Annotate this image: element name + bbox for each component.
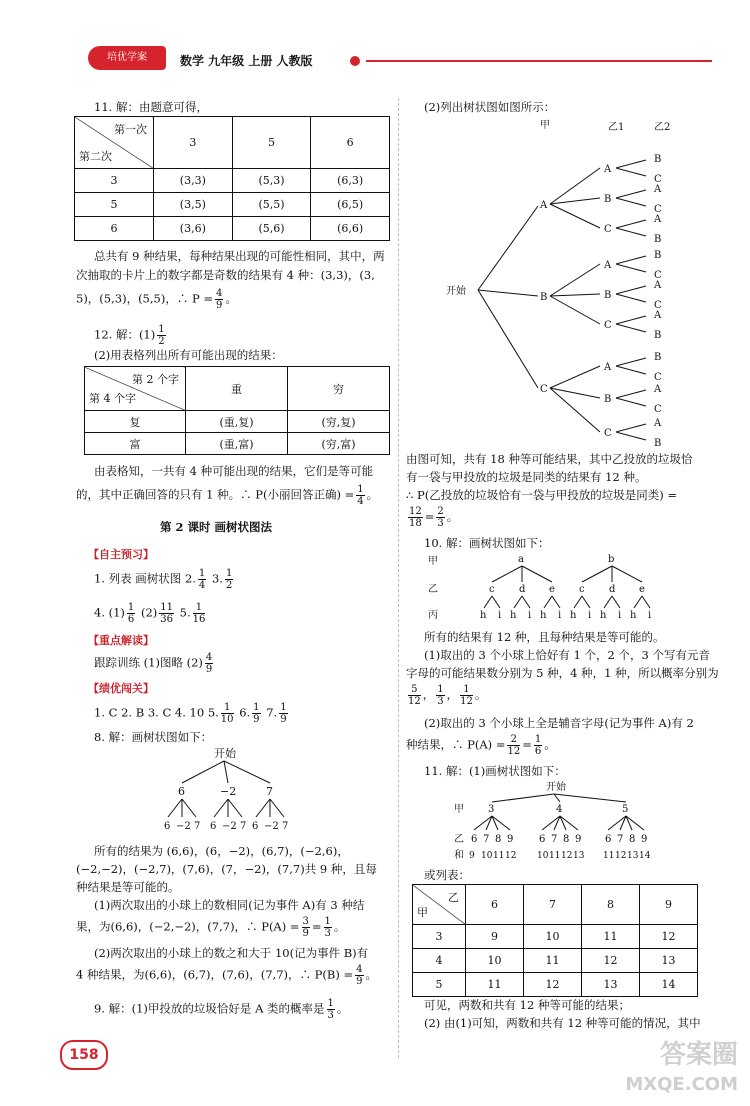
result-table-2: [84, 366, 390, 455]
q8-text: 4 种结果，为(6,6)，(6,7)，(7,6)，(7,7)，∴ P(B) = $\frac{4}{9}$ 。: [76, 964, 378, 987]
tree-node: B: [540, 292, 548, 303]
tree-node: 7: [194, 821, 201, 832]
tree-node: e: [639, 584, 645, 595]
r-text: 种结果，∴ P(A) = $\frac{2}{12}$ = $\frac{1}{6}$ 。: [406, 734, 556, 757]
tree-node: 开始: [446, 286, 466, 297]
tree-node: i: [498, 610, 502, 621]
tree-node: A: [654, 384, 662, 395]
column-divider: [398, 98, 399, 1058]
tree-node: b: [608, 554, 615, 565]
tree-node: 7: [551, 834, 558, 845]
tree-label: 甲: [454, 804, 464, 815]
tree-label: 乙: [454, 834, 464, 845]
r-text: (2) 由(1)可知，两数和共有 12 种等可能的情况，其中: [424, 1016, 701, 1030]
table3-col: 9: [640, 885, 698, 925]
preview-answers: 4. (1) $\frac{1}{6}$ (2) $\frac{11}{36}$ 5. $\frac{1}{16}$: [94, 602, 206, 625]
q8-text: (1)两次取出的小球上的数相同(记为事件 A)有 3 种结: [94, 898, 365, 912]
tree-node: B: [654, 438, 662, 446]
tree-level-2: [603, 160, 646, 440]
tree-node: C: [654, 372, 662, 383]
tree-branches: [478, 168, 600, 432]
header-dot: [350, 56, 360, 66]
table-row: 富 (重,富) (穷,富): [85, 433, 390, 455]
tree-node: A: [604, 164, 612, 175]
lesson-title: 第 2 课时 画树状图法: [160, 520, 273, 534]
tree-node: 9: [641, 834, 648, 845]
q8-text: 果，为(6,6)，(−2,−2)，(7,7)，∴ P(A) = $\frac{3}{9}$ = $\frac{1}{3}$ 。: [76, 916, 346, 939]
q11-title: 11. 解：由题意可得，: [94, 100, 208, 114]
tree-node: −2: [264, 821, 279, 832]
table1-col: 3: [154, 117, 233, 169]
tree-node: C: [654, 204, 662, 215]
r-text: 所有的结果有 12 种，且每种结果是等可能的。: [424, 630, 665, 644]
table3-col: 8: [582, 885, 640, 925]
tree-node: 6: [605, 834, 612, 845]
tree-diagram-q11: [446, 778, 666, 864]
tree-node: 7: [282, 821, 289, 832]
r-text: $\frac{12}{18}$ = $\frac{2}{3}$ 。: [409, 506, 459, 529]
r-text: (2)列出树状图如图所示：: [424, 100, 556, 114]
table2-corner: 第 2 个字 第 4 个字: [85, 367, 186, 411]
tree-node: 7: [617, 834, 624, 845]
tree-node: −2: [220, 785, 237, 798]
tree-header: 乙2: [654, 122, 671, 133]
tree-node: 9: [507, 834, 514, 845]
tree-node: B: [654, 330, 662, 341]
table3-corner: 乙 甲: [413, 885, 466, 925]
header-title: 数学 九年级 上册 人教版: [180, 54, 313, 68]
q10-title: 10. 解：画树状图如下：: [424, 536, 550, 550]
r-text: 可见，两数和共有 12 种等可能的结果；: [424, 998, 630, 1012]
tree-node: 8: [563, 834, 570, 845]
tree-node: 12: [505, 851, 517, 861]
tree-node: C: [654, 174, 662, 185]
tree-node: −2: [176, 821, 191, 832]
tree-node: C: [654, 300, 662, 311]
tree-node: A: [654, 310, 662, 321]
q12-text: 的，其中正确回答的只有 1 种。∴ P(小丽回答正确) = $\frac{1}{4}$ 。: [76, 484, 379, 507]
r-text: 由图可知，共有 18 种等可能结果，其中乙投放的垃圾恰: [406, 452, 693, 466]
tree-node: 14: [639, 851, 651, 861]
tree-node: 6: [539, 834, 546, 845]
r-text: 有一袋与甲投放的垃圾是同类的结果有 12 种。: [406, 470, 647, 484]
tree-node: e: [549, 584, 555, 595]
tree-node: 12: [615, 851, 627, 861]
tree-node: h: [630, 610, 637, 621]
tree-node: 11: [603, 851, 615, 861]
tree-node: C: [604, 320, 612, 331]
table-row: 5 11 12 13 14: [413, 973, 698, 997]
tree-label: 和: [454, 850, 464, 861]
table1-col: 5: [232, 117, 311, 169]
table2-col: 重: [186, 367, 288, 411]
q11-text: 5)，(5,3)，(5,5)，∴ P = $\frac{4}{9}$ 。: [76, 288, 237, 311]
tree-node: i: [558, 610, 562, 621]
tree-diagram-q10: [424, 550, 664, 624]
tree-node: 开始: [214, 747, 236, 760]
tree-label: 甲: [428, 556, 438, 567]
tree-node: B: [654, 250, 662, 261]
tree-node: d: [609, 584, 616, 595]
tree-node: i: [648, 610, 652, 621]
tree-node: B: [604, 194, 612, 205]
table1-corner: 第一次 第二次: [75, 117, 154, 169]
tree-node: A: [604, 260, 612, 271]
tree-node: 6: [164, 821, 171, 832]
section-heading: 【绩优闯关】: [88, 682, 154, 695]
tree-levels: [480, 566, 651, 621]
tree-header: 甲: [540, 120, 550, 131]
r-text: (2)取出的 3 个小球上全是辅音字母(记为事件 A)有 2: [424, 716, 694, 730]
table-row: 3 (3,3) (5,3) (6,3): [75, 169, 390, 193]
section-heading: 【自主预习】: [88, 548, 154, 561]
q8-text: (−2,−2)，(−2,7)，(7,6)，(7，−2)，(7,7)共 9 种，且每: [76, 862, 377, 876]
r-text: 字母的可能结果数分别为 5 种，4 种，1 种，所以概率分别为: [406, 666, 719, 680]
tree-node: 7: [266, 785, 273, 798]
tree-node: a: [518, 554, 524, 565]
tree-node: h: [510, 610, 517, 621]
q11-text: 总共有 9 种结果，每种结果出现的可能性相同，其中，两: [94, 249, 385, 263]
tree-node: 11: [549, 851, 561, 861]
tree-node: C: [654, 270, 662, 281]
table-row: 复 (重,复) (穷,复): [85, 411, 390, 433]
tree-node: 4: [556, 804, 563, 815]
q11-text: 次抽取的卡片上的数字都是奇数的结果有 4 种：(3,3)，(3,: [76, 268, 375, 282]
q8-title: 8. 解：画树状图如下：: [94, 730, 213, 744]
tree-node: h: [480, 610, 487, 621]
header-rule: [366, 60, 712, 62]
tree-node: B: [654, 154, 662, 165]
tree-node: 13: [627, 851, 639, 861]
tree-level-3: [653, 154, 662, 446]
table-row: 3 9 10 11 12: [413, 925, 698, 949]
tree-node: 8: [629, 834, 636, 845]
tree-node: 开始: [546, 782, 566, 793]
tree-node: B: [654, 352, 662, 363]
tree-node: h: [540, 610, 547, 621]
tree-node: 8: [495, 834, 502, 845]
tree-node: h: [570, 610, 577, 621]
tree-node: C: [604, 224, 612, 235]
tree-node: 6: [210, 821, 217, 832]
tree-node: d: [519, 584, 526, 595]
watermark-logo: 答案圈 MXQE.COM: [625, 1040, 738, 1095]
result-table-3: [412, 884, 698, 997]
tree-node: A: [654, 214, 662, 225]
tree-node: c: [579, 584, 585, 595]
tree-node: 3: [488, 804, 495, 815]
table3-col: 7: [524, 885, 582, 925]
page-number: 158: [60, 1040, 108, 1070]
tree-node: 5: [622, 804, 629, 815]
tree-node: 10: [481, 851, 493, 861]
q11b-title: 11. 解：(1)画树状图如下：: [424, 764, 566, 778]
header-tab: 培优学案: [88, 46, 166, 70]
table2-col: 穷: [288, 367, 390, 411]
tree-node: i: [588, 610, 592, 621]
q12-text: 12. 解：(1) $\frac{1}{2}$: [94, 324, 165, 347]
tree-label: 乙: [428, 584, 438, 595]
tree-node: A: [654, 418, 662, 429]
table-row: 5 (3,5) (5,5) (6,5): [75, 193, 390, 217]
tree-node: B: [654, 234, 662, 245]
tree-node: 10: [537, 851, 549, 861]
tree-node: C: [540, 384, 548, 395]
tree-node: A: [654, 280, 662, 291]
tree-node: 6: [178, 785, 185, 798]
section-heading: 【重点解读】: [88, 634, 154, 647]
r-text: ∴ P(乙投放的垃圾恰有一袋与甲投放的垃圾是同类) =: [406, 488, 677, 502]
tree-node: h: [600, 610, 607, 621]
tree-node: 12: [561, 851, 573, 861]
tree-node: −2: [222, 821, 237, 832]
preview-answers: 1. 列表 画树状图 2. $\frac{1}{4}$ 3. $\frac{1}{2}$: [94, 568, 233, 591]
q9-text: 9. 解：(1)甲投放的垃圾恰好是 A 类的概率是 $\frac{1}{3}$ 。: [94, 998, 349, 1021]
tree-node: C: [654, 404, 662, 415]
tree-label: 丙: [428, 610, 438, 621]
tree-node: 11: [493, 851, 505, 861]
q12-text: 由表格知，一共有 4 种可能出现的结果，它们是等可能: [94, 464, 374, 478]
q8-text: (2)两次取出的小球上的数之和大于 10(记为事件 B)有: [94, 946, 369, 960]
table1-col: 6: [311, 117, 390, 169]
r-text: $\frac{5}{12}$ ， $\frac{1}{3}$ ， $\frac{1}{12}$ 。: [408, 684, 487, 707]
key-answers: 跟踪训练 (1)图略 (2) $\frac{4}{9}$: [94, 652, 213, 675]
tree-diagram-q8: [160, 745, 300, 835]
tree-node: A: [540, 200, 548, 211]
tree-node: i: [528, 610, 532, 621]
tree-node: 9: [575, 834, 582, 845]
tree-node: 6: [252, 821, 259, 832]
table3-col: 6: [466, 885, 524, 925]
tree-diagram-q9: [446, 116, 706, 446]
tree-node: c: [489, 584, 495, 595]
q8-text: 种结果是等可能的。: [76, 880, 180, 894]
tree-node: 6: [471, 834, 478, 845]
exercise-answers: 1. C 2. B 3. C 4. 10 5. $\frac{1}{10}$ 6. $\frac{1}{9}$ 7. $\frac{1}{9}$: [94, 702, 287, 725]
table-row: 4 10 11 12 13: [413, 949, 698, 973]
q12-text: (2)用表格列出所有可能出现的结果：: [94, 348, 283, 362]
tree-node: A: [654, 184, 662, 195]
result-table-1: [74, 116, 390, 241]
q8-text: 所有的结果为 (6,6)，(6，−2)，(6,7)，(−2,6)，: [94, 844, 349, 858]
tree-node: B: [604, 290, 612, 301]
tree-node: B: [604, 394, 612, 405]
tree-node: A: [604, 362, 612, 373]
tree-node: 7: [483, 834, 490, 845]
r-text: 或列表：: [424, 868, 470, 882]
tree-node: 13: [573, 851, 585, 861]
tree-node: C: [604, 428, 612, 439]
table-row: 6 (3,6) (5,6) (6,6): [75, 217, 390, 241]
tree-node: 9: [469, 851, 475, 861]
tree-node: 7: [240, 821, 247, 832]
r-text: (1)取出的 3 个小球上恰好有 1 个，2 个，3 个写有元音: [424, 648, 710, 662]
tree-node: i: [618, 610, 622, 621]
tree-header: 乙1: [608, 122, 625, 133]
